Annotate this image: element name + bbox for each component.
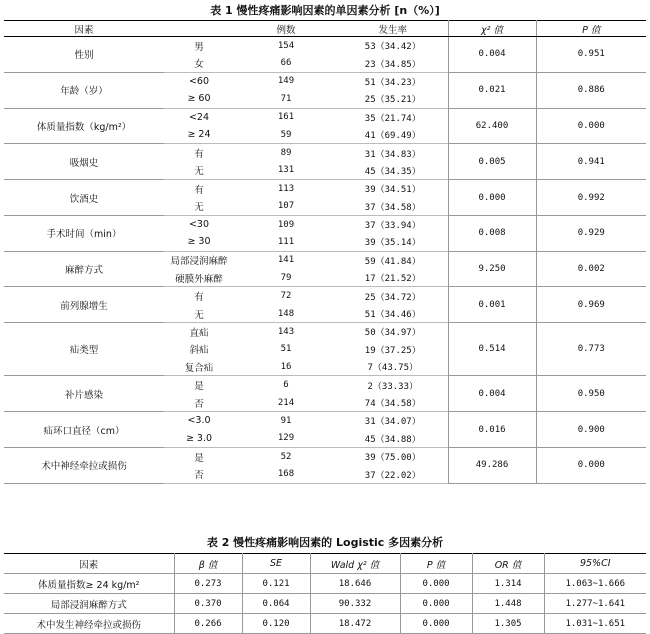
incidence-cell: 7（43.75） [338,358,448,376]
header-ci: 95%CI [544,554,646,574]
incidence-cell: 2（33.33） [367,381,418,392]
incidence-cell: 45（34.35） [338,162,448,180]
incidence-cell: 45（34.88） [338,430,448,448]
level-cell: ≥ 3.0 [164,430,234,448]
p-cell: 0.000 [400,594,472,614]
level-cell: ≥ 30 [164,233,234,251]
p-cell: 0.000 [536,447,646,483]
incidence-cell: 39（34.51） [364,185,421,196]
level-cell: 男 [194,41,204,53]
cases-cell: 66 [234,54,338,72]
p-cell: 0.992 [536,180,646,216]
table-row [4,37,646,55]
cases-cell: 129 [234,430,338,448]
level-cell: 女 [164,54,234,72]
table2-caption: 表 2 慢性疼痛影响因素的 Logistic 多因素分析 [206,536,444,549]
cases-cell: 111 [234,233,338,251]
chi-cell: 0.004 [448,376,536,412]
level-cell: 复合疝 [164,358,234,376]
cases-cell: 148 [234,305,338,323]
p-cell: 0.951 [536,37,646,73]
cases-cell: 59 [234,126,338,144]
incidence-cell: 35（21.74） [364,113,421,124]
p-cell: 0.950 [536,376,646,412]
incidence-cell: 37（22.02） [338,465,448,483]
cases-cell: 79 [234,269,338,287]
table1-header-row [4,21,646,37]
factor-cell: 补片感染 [4,376,164,412]
cases-cell: 51 [280,344,292,355]
incidence-cell: 25（35.21） [338,90,448,108]
table-row [4,376,646,394]
factor-cell: 术中神经牵拉或损伤 [4,447,164,483]
level-cell: <3.0 [187,415,211,427]
cases-cell: 91 [280,415,292,426]
level-cell: <30 [188,219,210,231]
p-cell: 0.929 [536,215,646,251]
table1-caption: 表 1 慢性疼痛影响因素的单因素分析 [n（%）] [210,4,440,17]
header-factor: 因素 [4,21,164,37]
factor-cell: 年龄（岁） [4,72,164,108]
cases-cell: 52 [280,451,292,462]
incidence-cell: 39（35.14） [338,233,448,251]
table-row [4,180,646,198]
header-p: P 值 [400,554,472,574]
cases-cell: 109 [277,219,295,230]
table-row [4,144,646,162]
incidence-cell: 23（34.85） [338,54,448,72]
table-row [4,251,646,269]
factor-cell: 术中发生神经牵拉或损伤 [4,614,174,634]
p-cell: 0.000 [400,614,472,634]
level-cell: 是 [194,381,204,393]
table-row [4,108,646,126]
header-wald: Wald χ² 值 [310,554,400,574]
cases-cell: 6 [283,380,289,391]
factor-cell: 饮酒史 [4,180,164,216]
chi-cell: 0.004 [448,37,536,73]
level-cell: 是 [194,452,204,464]
cases-cell: 113 [277,183,295,194]
cases-cell: 168 [234,465,338,483]
header-or: OR 值 [472,554,544,574]
cases-cell: 214 [234,394,338,412]
table-row [4,412,646,430]
incidence-cell: 74（34.58） [338,394,448,412]
chi-cell: 0.016 [448,412,536,448]
cases-cell: 72 [280,291,292,302]
factor-cell: 麻醉方式 [4,251,164,287]
cases-cell: 143 [277,326,295,337]
factor-cell: 体质量指数（kg/m²） [4,108,164,144]
cases-cell: 131 [234,162,338,180]
cases-cell: 107 [234,198,338,216]
cases-cell: 141 [277,255,295,266]
incidence-cell: 50（34.97） [364,328,421,339]
se-cell: 0.120 [242,614,310,634]
beta-cell: 0.273 [174,574,242,594]
chi-cell: 9.250 [448,251,536,287]
logistic-table [4,553,646,634]
cases-cell: 16 [234,358,338,376]
cases-cell: 154 [277,40,295,51]
factor-cell: 局部浸润麻醉方式 [4,594,174,614]
incidence-cell: 19（37.25） [364,345,421,356]
table-row [4,594,646,614]
p-cell: 0.886 [536,72,646,108]
factor-cell: 体质量指数≥ 24 kg/m² [4,574,174,594]
factor-cell: 手术时间（min） [4,215,164,251]
level-cell: 局部浸润麻醉 [170,256,228,268]
level-cell: ≥ 60 [164,90,234,108]
level-cell: 硬膜外麻醉 [164,269,234,287]
level-cell: 否 [164,394,234,412]
header-beta: β 值 [174,554,242,574]
cases-cell: 71 [234,90,338,108]
incidence-cell: 17（21.52） [338,269,448,287]
incidence-cell: 31（34.07） [364,417,421,428]
table-row [4,614,646,634]
cases-cell: 89 [280,148,292,159]
se-cell: 0.121 [242,574,310,594]
chi-cell: 0.008 [448,215,536,251]
factor-cell: 疝类型 [4,323,164,376]
wald-cell: 90.332 [310,594,400,614]
incidence-cell: 51（34.46） [338,305,448,323]
cases-cell: 161 [277,112,295,123]
ci-cell: 1.031~1.651 [544,614,646,634]
ci-cell: 1.277~1.641 [544,594,646,614]
or-cell: 1.448 [472,594,544,614]
table-row [4,72,646,90]
factor-cell: 性别 [4,37,164,73]
se-cell: 0.064 [242,594,310,614]
wald-cell: 18.646 [310,574,400,594]
incidence-cell: 25（34.72） [364,292,421,303]
level-cell: <60 [188,75,210,87]
incidence-cell: 41（69.49） [338,126,448,144]
header-factor: 因素 [4,554,174,574]
table2-header-row [4,554,646,574]
chi-cell: 0.000 [448,180,536,216]
level-cell: 无 [164,198,234,216]
header-level [164,21,234,37]
header-incidence: 发生率 [338,21,448,37]
chi-cell: 0.021 [448,72,536,108]
level-cell: ≥ 24 [164,126,234,144]
factor-cell: 疝环口直径（cm） [4,412,164,448]
level-cell: 有 [194,292,204,304]
wald-cell: 18.472 [310,614,400,634]
or-cell: 1.314 [472,574,544,594]
p-cell: 0.900 [536,412,646,448]
table-row [4,323,646,341]
beta-cell: 0.266 [174,614,242,634]
level-cell: 否 [164,465,234,483]
incidence-cell: 37（34.58） [338,198,448,216]
level-cell: <24 [188,111,210,123]
incidence-cell: 31（34.83） [364,149,421,160]
header-p: P 值 [536,21,646,37]
header-se: SE [242,554,310,574]
level-cell: 无 [164,162,234,180]
table-row [4,287,646,305]
chi-cell: 62.400 [448,108,536,144]
ci-cell: 1.063~1.666 [544,574,646,594]
level-cell: 直疝 [189,327,209,339]
cases-cell: 149 [277,76,295,87]
p-cell: 0.773 [536,323,646,376]
p-cell: 0.000 [400,574,472,594]
level-cell: 无 [164,305,234,323]
p-cell: 0.969 [536,287,646,323]
level-cell: 有 [194,149,204,161]
factor-cell: 前列腺增生 [4,287,164,323]
p-cell: 0.002 [536,251,646,287]
or-cell: 1.305 [472,614,544,634]
factor-cell: 吸烟史 [4,144,164,180]
incidence-cell: 51（34.23） [364,77,421,88]
header-chi: χ² 值 [448,21,536,37]
chi-cell: 0.005 [448,144,536,180]
chi-cell: 0.001 [448,287,536,323]
incidence-cell: 37（33.94） [364,221,421,232]
chi-cell: 0.514 [448,323,536,376]
beta-cell: 0.370 [174,594,242,614]
header-cases: 例数 [234,21,338,37]
univariate-table [4,20,646,484]
chi-cell: 49.286 [448,447,536,483]
p-cell: 0.000 [536,108,646,144]
incidence-cell: 39（75.00） [364,453,421,464]
table-row [4,447,646,465]
incidence-cell: 53（34.42） [364,42,421,53]
table-row [4,574,646,594]
table-row [4,215,646,233]
level-cell: 斜疝 [189,345,209,357]
incidence-cell: 59（41.84） [364,256,421,267]
level-cell: 有 [194,184,204,196]
p-cell: 0.941 [536,144,646,180]
